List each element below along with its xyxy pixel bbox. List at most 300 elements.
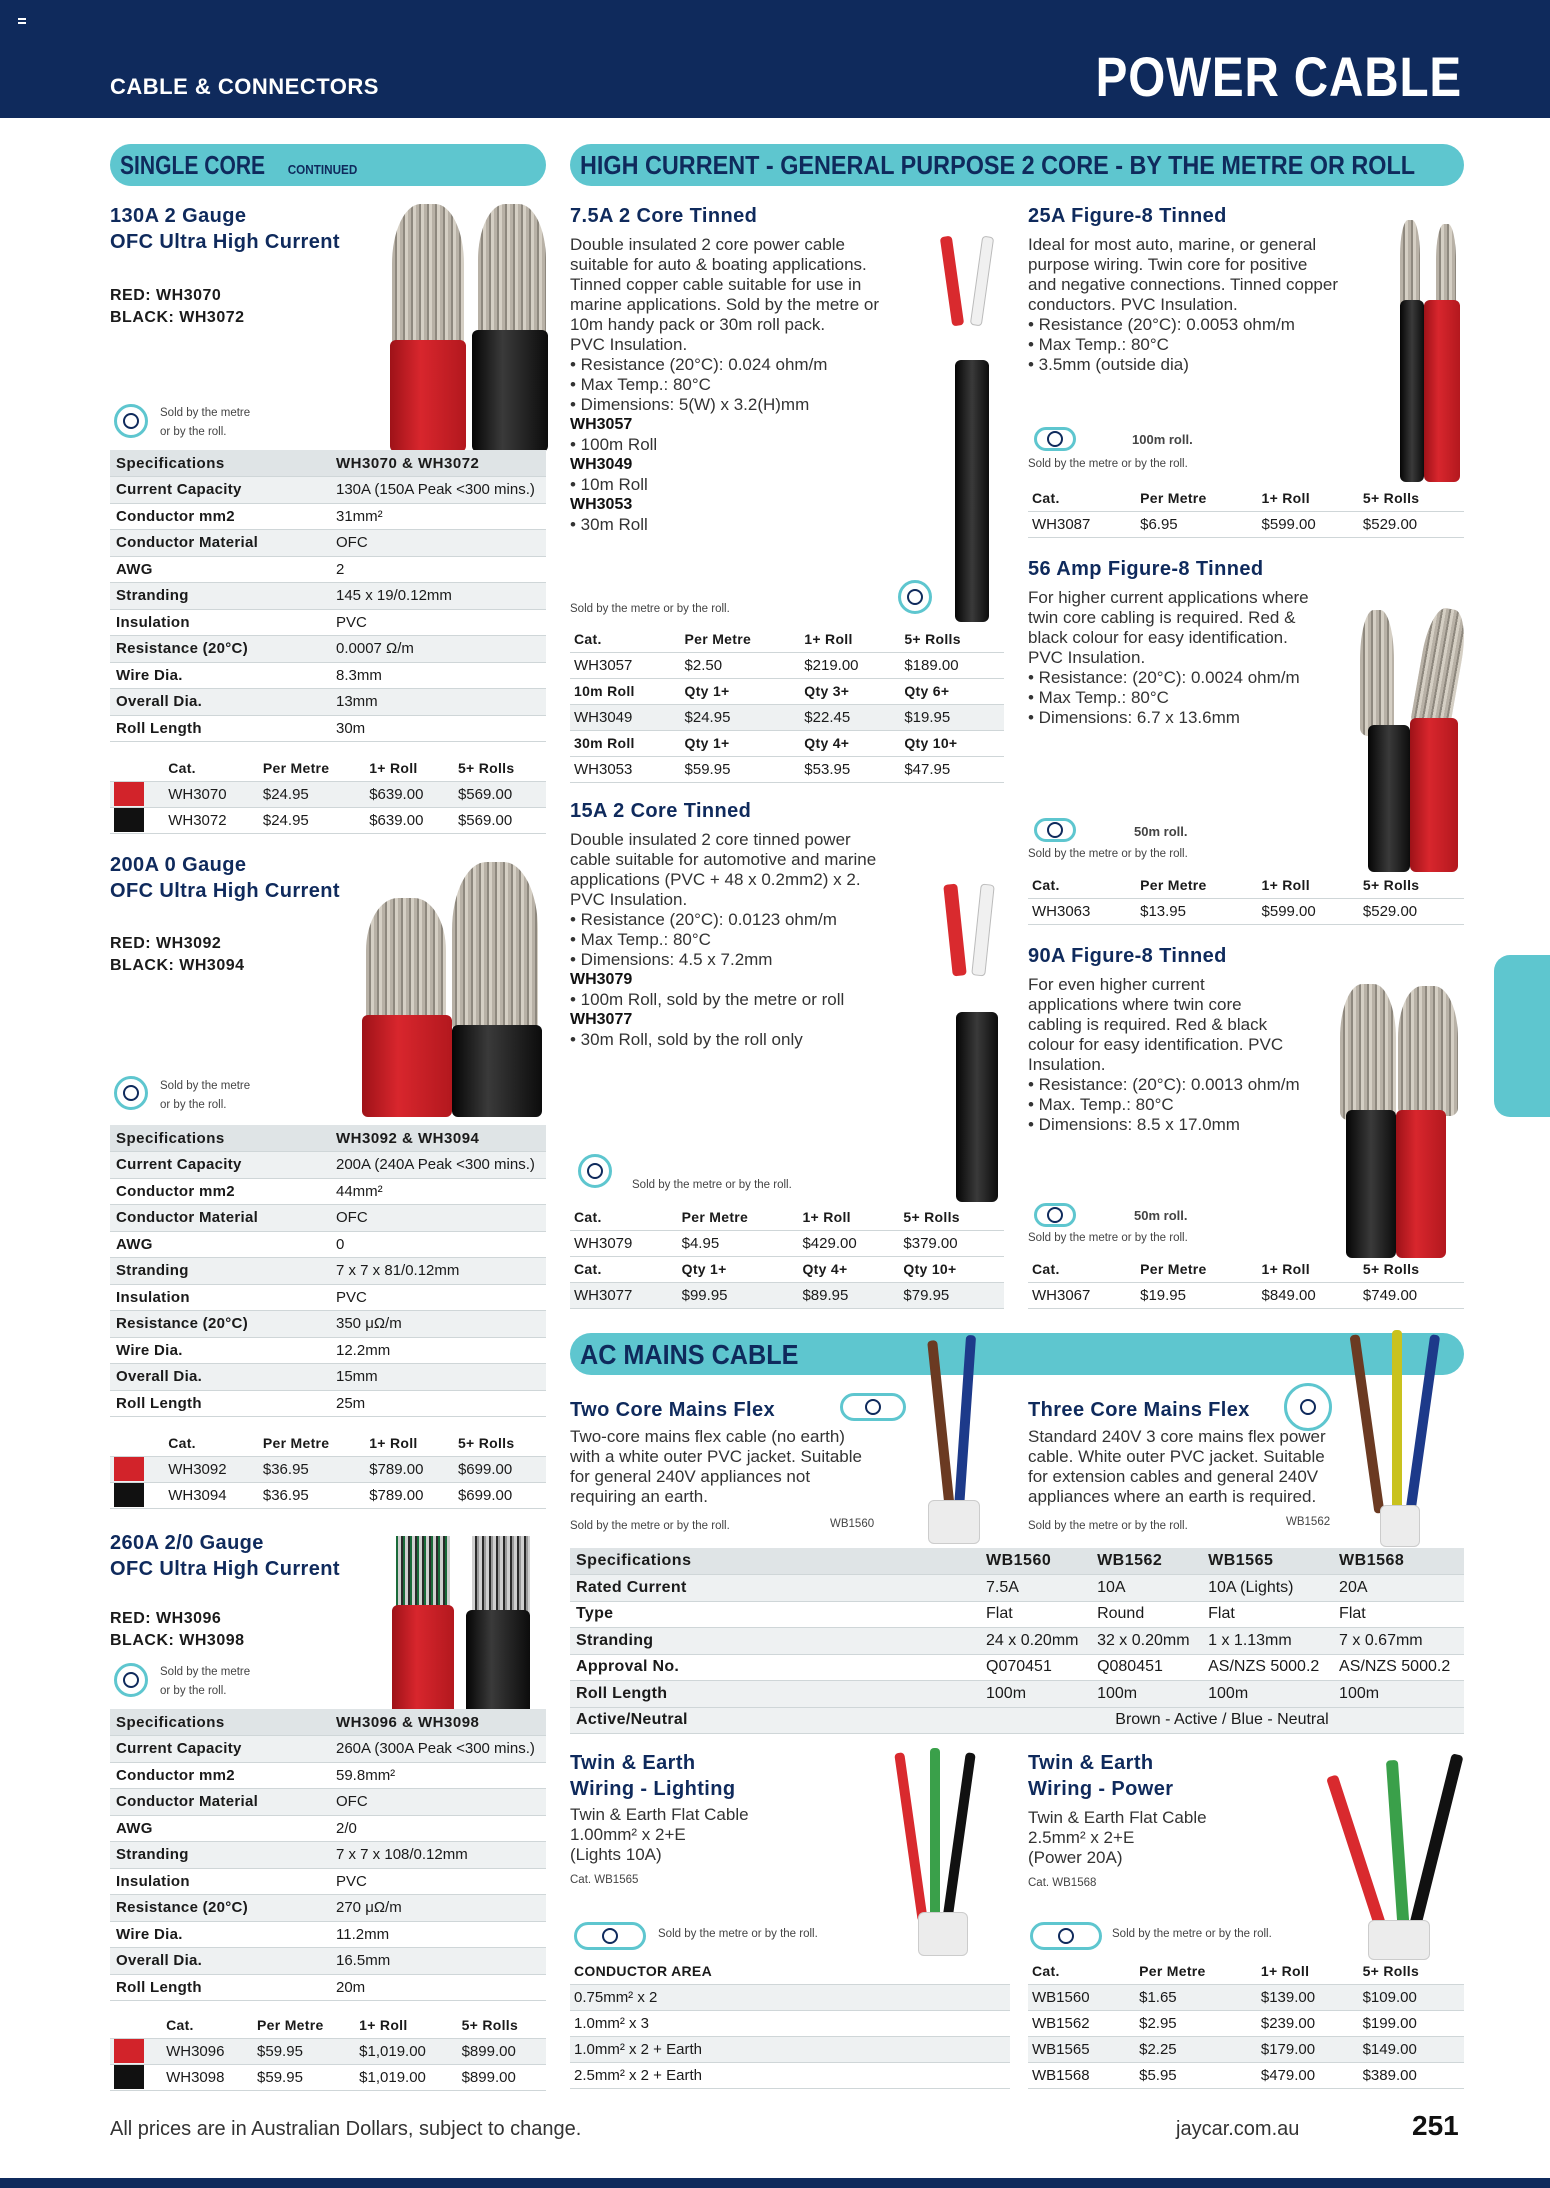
table-header: 5+ Rolls [899,1204,1004,1230]
price-cell: $569.00 [454,807,546,833]
table-header: WB1560 [980,1548,1091,1575]
price-cell: $219.00 [800,652,900,678]
price-cell: $139.00 [1257,1984,1359,2010]
price-cell: $24.95 [259,807,365,833]
spec-value: 260A (300A Peak <300 mins.) [330,1736,546,1763]
spec-label: Roll Length [110,1390,330,1417]
table-row [110,1948,546,1975]
spec-label: Stranding [110,1842,330,1869]
spec-value: Brown - Active / Blue - Neutral [980,1707,1464,1734]
spec-value: 130A (150A Peak <300 mins.) [330,477,546,504]
table-header: Per Metre [253,2012,355,2038]
table-row [110,1311,546,1338]
spec-value: 44mm² [330,1178,546,1205]
table-row [1028,898,1464,924]
title-line-2: Wiring - Power [1028,1778,1174,1800]
table-row [570,1707,1464,1734]
spec-label: Conductor mm2 [110,1762,330,1789]
roll-icon [114,1663,148,1697]
table-header: Qty 1+ [678,1256,799,1282]
description-three-core [1028,1427,1326,1507]
table-row [110,1430,546,1456]
table-row [110,2038,546,2064]
price-table-15a [570,1204,1004,1309]
table-row [110,503,546,530]
spec-value: 31mm² [330,503,546,530]
table-row [570,1575,1464,1602]
red-code: RED: WH3070 [110,287,222,304]
spec-value: 20A [1333,1575,1464,1602]
price-cell: $1,019.00 [355,2038,457,2064]
description-25a [1028,235,1338,375]
price-cell: $59.95 [681,756,801,782]
table-header: WB1562 [1091,1548,1202,1575]
price-cell: $59.95 [253,2038,355,2064]
table-header: Cat. [162,2012,253,2038]
description-line: Double insulated 2 core power cable [570,235,846,254]
table-header: Per Metre [1136,485,1257,511]
triple-roll-icon [1030,1922,1102,1950]
table-header: Specifications [110,1709,330,1736]
price-cell: $1,019.00 [355,2064,457,2090]
table-row [110,1337,546,1364]
code-block-260a [110,1608,245,1652]
description-line: 1.00mm² x 2+E [570,1825,686,1844]
roll-icon [898,580,932,614]
table-row [110,1152,546,1179]
table-row [110,609,546,636]
double-roll-icon [1034,427,1076,451]
table-header: 5+ Rolls [1359,872,1464,898]
description-line: PVC Insulation. [570,890,688,909]
price-cell: WH3070 [164,781,259,807]
table-row [110,2012,546,2038]
spec-value: 2 [330,556,546,583]
table-row [1028,2010,1464,2036]
spec-value: 100m [980,1681,1091,1708]
product-title-25a: 25A Figure-8 Tinned [1028,205,1227,227]
code-block-200a [110,933,245,977]
table-row [570,1204,1004,1230]
menu-icon[interactable] [18,18,26,24]
table-row [110,662,546,689]
table-header: 1+ Roll [798,1204,899,1230]
product-title-two-core: Two Core Mains Flex [570,1399,776,1421]
bullet-item: • 3.5mm (outside dia) [1028,355,1189,374]
price-table-200a [110,1430,546,1509]
price-cell: $47.95 [900,756,1004,782]
bullet-item: • Max Temp.: 80°C [1028,688,1169,707]
code-block-130a [110,285,245,329]
table-header: Per Metre [259,755,365,781]
price-cell: $13.95 [1136,898,1257,924]
product-code: WH3049 [570,456,633,473]
description-line: requiring an earth. [570,1487,708,1506]
table-row [110,1921,546,1948]
table-row [110,1258,546,1285]
spec-value: Q080451 [1091,1654,1202,1681]
product-code: WH3053 [570,496,633,513]
spec-value: 59.8mm² [330,1762,546,1789]
table-row [110,1974,546,2001]
spec-label: Conductor Material [110,530,330,557]
price-cell: $599.00 [1258,898,1359,924]
table-row [570,730,1004,756]
title-line-1: 130A 2 Gauge [110,205,247,227]
table-header: Qty 1+ [681,678,801,704]
product-title-7-5a: 7.5A 2 Core Tinned [570,205,758,227]
table-row [570,1548,1464,1575]
conductor-cell: 2.5mm² x 2 + Earth [570,2062,1010,2088]
description-line: (Lights 10A) [570,1845,662,1864]
product-title-56a: 56 Amp Figure-8 Tinned [1028,558,1264,580]
spec-label: Overall Dia. [110,1948,330,1975]
spec-value: 100m [1333,1681,1464,1708]
sold-by-note: Sold by the metre or by the roll. [632,1179,792,1191]
price-cell: WB1562 [1028,2010,1135,2036]
sold-by-note: Sold by the metre or by the roll. [160,1666,251,1697]
black-code: BLACK: WH3072 [110,309,245,326]
price-table-7-5a [570,626,1004,783]
sold-by-note: Sold by the metre or by the roll. [160,407,251,438]
table-row [110,807,546,833]
title-line-2: OFC Ultra High Current [110,1558,340,1580]
spec-value: Flat [1202,1601,1333,1628]
table-row [570,652,1004,678]
table-row [110,450,546,477]
product-code: WB1562 [1286,1516,1331,1528]
table-header: 5+ Rolls [1359,1256,1464,1282]
spec-label: Wire Dia. [110,1337,330,1364]
spec-label: Wire Dia. [110,1921,330,1948]
table-row [110,715,546,742]
price-cell: $24.95 [259,781,365,807]
table-row [110,1284,546,1311]
table-header: Qty 1+ [681,730,801,756]
spec-value: 13mm [330,689,546,716]
product-title-200a [110,852,340,904]
description-line: Twin & Earth Flat Cable [570,1805,749,1824]
table-row [110,530,546,557]
roll-icon [114,404,148,438]
product-code: WH3057 [570,416,633,433]
price-cell: $789.00 [365,1482,454,1508]
conductor-cell: 1.0mm² x 3 [570,2010,1010,2036]
roll-option: • 10m Roll [570,475,648,494]
spec-value: 100m [1202,1681,1333,1708]
spec-value: 0.0007 Ω/m [330,636,546,663]
price-cell: $529.00 [1359,898,1464,924]
table-row [110,689,546,716]
product-title-130a [110,203,340,255]
spec-value: PVC [330,609,546,636]
red-code: RED: WH3092 [110,935,222,952]
bullet-item: • Max Temp.: 80°C [570,375,711,394]
table-header: Qty 10+ [899,1256,1004,1282]
table-header: Cat. [1028,872,1136,898]
roll-length: 50m roll. [1134,824,1188,839]
single-core-band [110,144,546,186]
table-row [110,2064,546,2090]
roll-length: 100m roll. [1132,432,1193,447]
swatch-cell [110,807,164,833]
price-cell: $189.00 [900,652,1004,678]
side-tab[interactable] [1494,955,1550,1117]
description-line: Double insulated 2 core tinned power [570,830,851,849]
table-row [110,1789,546,1816]
description-twin-lighting [570,1805,749,1865]
price-cell: $699.00 [454,1482,546,1508]
spec-value: 15mm [330,1364,546,1391]
spec-value: 24 x 0.20mm [980,1628,1091,1655]
roll-length: 50m roll. [1134,1208,1188,1223]
spec-value: Flat [980,1601,1091,1628]
price-cell: WB1568 [1028,2062,1135,2088]
product-title-twin-lighting [570,1750,735,1802]
table-header: 1+ Roll [355,2012,457,2038]
table-header: Per Metre [1135,1958,1257,1984]
description-line: applications (PVC + 48 x 0.2mm2) x 2. [570,870,861,889]
conductor-cell: 1.0mm² x 2 + Earth [570,2036,1010,2062]
description-line: cabling is required. Red & black [1028,1015,1268,1034]
spec-value: 1 x 1.13mm [1202,1628,1333,1655]
conductor-area-table [570,1958,1010,2089]
spec-value: 270 μΩ/m [330,1895,546,1922]
description-line: 2.5mm² x 2+E [1028,1828,1135,1847]
spec-label: Stranding [570,1628,980,1655]
table-row [1028,511,1464,537]
spec-value: 7.5A [980,1575,1091,1602]
description-line: cable. White outer PVC jacket. Suitable [1028,1447,1325,1466]
spec-table-200a [110,1125,546,1417]
table-header: 1+ Roll [1258,872,1359,898]
price-cell: $1.65 [1135,1984,1257,2010]
price-cell: $36.95 [259,1456,365,1482]
spec-value: 200A (240A Peak <300 mins.) [330,1152,546,1179]
spec-value: 8.3mm [330,662,546,689]
description-line: 10m handy pack or 30m roll pack. [570,315,826,334]
description-line: Standard 240V 3 core mains flex power [1028,1427,1326,1446]
price-cell: WB1565 [1028,2036,1135,2062]
price-table-25a [1028,485,1464,538]
price-cell: WH3057 [570,652,681,678]
spec-label: Resistance (20°C) [110,1895,330,1922]
spec-value: 10A [1091,1575,1202,1602]
sold-by-note: Sold by the metre or by the roll. [658,1928,818,1940]
bottom-bar [0,2178,1550,2188]
table-row [1028,1984,1464,2010]
sold-by-note: Sold by the metre or by the roll. [160,1080,251,1111]
table-header: Qty 4+ [798,1256,899,1282]
description-line: PVC Insulation. [1028,648,1146,667]
price-cell: $429.00 [798,1230,899,1256]
price-cell: $849.00 [1258,1282,1359,1308]
spec-value: 20m [330,1974,546,2001]
spec-label: Insulation [110,1868,330,1895]
table-row [570,1984,1010,2010]
table-header: WH3070 & WH3072 [330,450,546,477]
price-cell: $5.95 [1135,2062,1257,2088]
table-row [570,1256,1004,1282]
price-table-130a [110,755,546,834]
spec-value: 10A (Lights) [1202,1575,1333,1602]
black-code: BLACK: WH3094 [110,957,245,974]
swatch-cell [110,1456,164,1482]
table-row [110,1709,546,1736]
price-cell: $569.00 [454,781,546,807]
spec-value: OFC [330,530,546,557]
table-row [110,477,546,504]
black-swatch [114,808,144,832]
price-cell: $529.00 [1359,511,1464,537]
description-line: applications where twin core [1028,995,1242,1014]
high-current-band [570,144,1464,186]
spec-value: 7 x 0.67mm [1333,1628,1464,1655]
bullet-item: • Dimensions: 8.5 x 17.0mm [1028,1115,1240,1134]
table-row [1028,2062,1464,2088]
description-line: cable suitable for automotive and marine [570,850,877,869]
table-header: Per Metre [1136,1256,1257,1282]
price-cell: WH3072 [164,807,259,833]
product-title-three-core: Three Core Mains Flex [1028,1399,1250,1421]
price-cell: $699.00 [454,1456,546,1482]
table-row [570,2062,1010,2088]
spec-label: AWG [110,1231,330,1258]
description-line: colour for easy identification. PVC [1028,1035,1284,1054]
table-header: 1+ Roll [800,626,900,652]
table-row [570,1628,1464,1655]
price-cell: WH3067 [1028,1282,1136,1308]
description-line: and negative connections. Tinned copper [1028,275,1339,294]
table-header: 30m Roll [570,730,681,756]
price-cell: $19.95 [1136,1282,1257,1308]
spec-table-260a [110,1709,546,2001]
bullet-item: • Dimensions: 4.5 x 7.2mm [570,950,773,969]
table-header: WH3092 & WH3094 [330,1125,546,1152]
spec-value: 7 x 7 x 108/0.12mm [330,1842,546,1869]
black-code: BLACK: WH3098 [110,1632,245,1649]
table-header: WB1568 [1333,1548,1464,1575]
table-header: 5+ Rolls [1359,485,1464,511]
price-cell: $899.00 [458,2064,546,2090]
continued-label: CONTINUED [287,162,358,177]
table-header: WB1565 [1202,1548,1333,1575]
price-cell: WH3063 [1028,898,1136,924]
price-cell: $89.95 [798,1282,899,1308]
spec-label: Rated Current [570,1575,980,1602]
roll-option: • 30m Roll, sold by the roll only [570,1030,803,1049]
swatch-cell [110,2012,162,2038]
product-code: WH3079 [570,971,633,988]
spec-value: AS/NZS 5000.2 [1333,1654,1464,1681]
sold-by-note: Sold by the metre or by the roll. [1112,1928,1272,1940]
price-cell: WH3077 [570,1282,678,1308]
table-header: Cat. [570,1256,678,1282]
ac-mains-heading: AC MAINS CABLE [580,1339,799,1370]
high-current-heading: HIGH CURRENT - GENERAL PURPOSE 2 CORE - BY THE METRE OR ROLL [580,150,1416,180]
spec-value: OFC [330,1205,546,1232]
description-line: purpose wiring. Twin core for positive [1028,255,1308,274]
double-roll-icon [1034,818,1076,842]
price-cell: $179.00 [1257,2036,1359,2062]
description-line: twin core cabling is required. Red & [1028,608,1296,627]
bullet-item: • Dimensions: 6.7 x 13.6mm [1028,708,1240,727]
price-cell: $379.00 [899,1230,1004,1256]
description-line: Two-core mains flex cable (no earth) [570,1427,845,1446]
spec-value: PVC [330,1284,546,1311]
sold-by-note: Sold by the metre or by the roll. [570,603,730,615]
roll-option: • 30m Roll [570,515,648,534]
price-cell: $6.95 [1136,511,1257,537]
price-cell: $239.00 [1257,2010,1359,2036]
bullet-item: • Resistance: (20°C): 0.0013 ohm/m [1028,1075,1300,1094]
table-header: Cat. [570,1204,678,1230]
table-row [110,781,546,807]
cat-code: Cat. WB1565 [570,1874,639,1886]
table-row [570,2010,1010,2036]
price-cell: WH3049 [570,704,681,730]
price-cell: WH3094 [164,1482,259,1508]
price-cell: $749.00 [1359,1282,1464,1308]
title-line-1: Twin & Earth [570,1752,696,1774]
table-header: 5+ Rolls [454,1430,546,1456]
price-cell: $199.00 [1359,2010,1464,2036]
page-header [0,0,1550,118]
price-cell: $899.00 [458,2038,546,2064]
price-cell: WB1560 [1028,1984,1135,2010]
table-header: 1+ Roll [365,1430,454,1456]
description-line: Twin & Earth Flat Cable [1028,1808,1207,1827]
product-title-90a: 90A Figure-8 Tinned [1028,945,1227,967]
spec-label: Roll Length [570,1681,980,1708]
table-header: Qty 10+ [900,730,1004,756]
sold-by-note: Sold by the metre or by the roll. [1028,848,1188,860]
red-code: RED: WH3096 [110,1610,222,1627]
swatch-cell [110,2064,162,2090]
price-table-90a [1028,1256,1464,1309]
title-line-1: 260A 2/0 Gauge [110,1532,264,1554]
mains-price-table [1028,1958,1464,2089]
title-line-2: Wiring - Lighting [570,1778,736,1800]
spec-label: Current Capacity [110,1736,330,1763]
price-cell: WH3087 [1028,511,1136,537]
footer-site[interactable]: jaycar.com.au [1176,2118,1300,2140]
spec-table-130a [110,450,546,742]
table-row [110,1205,546,1232]
triple-roll-icon [574,1922,646,1950]
spec-label: Conductor mm2 [110,1178,330,1205]
swatch-cell [110,1482,164,1508]
table-header: Qty 3+ [800,678,900,704]
spec-value: 2/0 [330,1815,546,1842]
table-header: 5+ Rolls [454,755,546,781]
description-line: suitable for auto & boating applications. [570,255,867,274]
description-twin-power [1028,1808,1207,1868]
table-row [570,1282,1004,1308]
conductor-cell: 0.75mm² x 2 [570,1984,1010,2010]
description-56a [1028,588,1309,728]
description-line: marine applications. Sold by the metre or [570,295,879,314]
table-row [1028,872,1464,898]
red-swatch [114,2039,144,2063]
page-title: POWER CABLE [1095,45,1462,108]
ac-mains-band [570,1333,1464,1375]
spec-label: Type [570,1601,980,1628]
table-header: 1+ Roll [1257,1958,1359,1984]
spec-label: Conductor Material [110,1789,330,1816]
price-cell: $109.00 [1359,1984,1464,2010]
table-row [110,1736,546,1763]
